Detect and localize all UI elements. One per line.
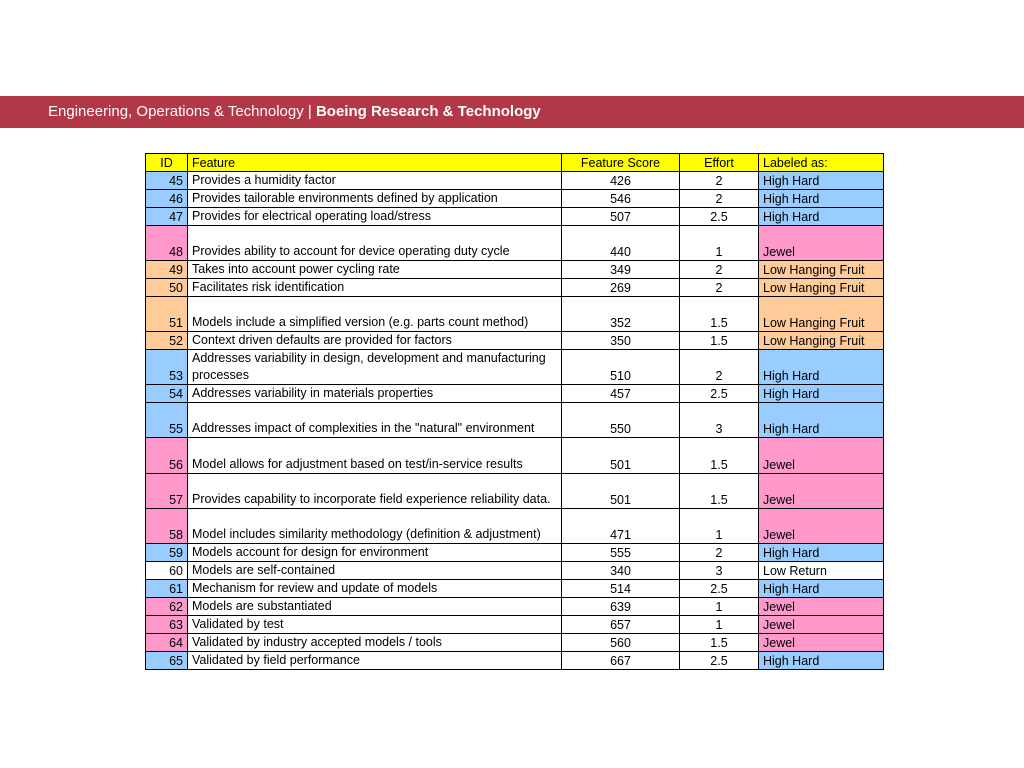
row-feature-score: 546 bbox=[562, 189, 680, 207]
table-row bbox=[146, 296, 884, 331]
row-effort: 2 bbox=[680, 349, 759, 384]
feature-table bbox=[145, 153, 884, 670]
row-effort: 1 bbox=[680, 615, 759, 633]
row-feature-score: 349 bbox=[562, 260, 680, 278]
row-id: 62 bbox=[146, 597, 188, 615]
row-effort: 1.5 bbox=[680, 438, 759, 473]
row-id: 59 bbox=[146, 543, 188, 561]
row-effort: 3 bbox=[680, 561, 759, 579]
row-feature-score: 269 bbox=[562, 278, 680, 296]
row-feature: Models are substantiated bbox=[188, 597, 562, 615]
table-row bbox=[146, 651, 884, 669]
row-effort: 1 bbox=[680, 508, 759, 543]
row-id: 47 bbox=[146, 207, 188, 225]
row-effort: 2 bbox=[680, 278, 759, 296]
table-row bbox=[146, 615, 884, 633]
row-feature: Addresses impact of complexities in the "natural" environment bbox=[188, 403, 562, 438]
row-label: High Hard bbox=[759, 207, 884, 225]
header-id: ID bbox=[146, 154, 188, 172]
header-feature: Feature bbox=[188, 154, 562, 172]
row-feature: Model includes similarity methodology (definition & adjustment) bbox=[188, 508, 562, 543]
table-row bbox=[146, 207, 884, 225]
header-effort: Effort bbox=[680, 154, 759, 172]
table-row bbox=[146, 349, 884, 384]
header-feature-score: Feature Score bbox=[562, 154, 680, 172]
row-effort: 1.5 bbox=[680, 473, 759, 508]
row-label: Low Hanging Fruit bbox=[759, 278, 884, 296]
row-feature: Validated by industry accepted models / tools bbox=[188, 633, 562, 651]
row-effort: 2 bbox=[680, 543, 759, 561]
row-feature: Provides ability to account for device operating duty cycle bbox=[188, 225, 562, 260]
row-label: Low Return bbox=[759, 561, 884, 579]
row-feature-score: 657 bbox=[562, 615, 680, 633]
row-feature-score: 560 bbox=[562, 633, 680, 651]
row-feature-score: 440 bbox=[562, 225, 680, 260]
table-row bbox=[146, 260, 884, 278]
row-feature-score: 501 bbox=[562, 438, 680, 473]
row-feature-score: 352 bbox=[562, 296, 680, 331]
row-id: 58 bbox=[146, 508, 188, 543]
row-feature: Addresses variability in materials properties bbox=[188, 385, 562, 403]
row-label: High Hard bbox=[759, 543, 884, 561]
table-header-row bbox=[146, 154, 884, 172]
table-row bbox=[146, 189, 884, 207]
row-label: High Hard bbox=[759, 403, 884, 438]
row-effort: 1.5 bbox=[680, 331, 759, 349]
row-feature-score: 426 bbox=[562, 171, 680, 189]
row-feature-score: 507 bbox=[562, 207, 680, 225]
row-feature-score: 350 bbox=[562, 331, 680, 349]
row-id: 55 bbox=[146, 403, 188, 438]
table-row bbox=[146, 508, 884, 543]
row-id: 52 bbox=[146, 331, 188, 349]
table-row bbox=[146, 543, 884, 561]
row-id: 56 bbox=[146, 438, 188, 473]
row-effort: 3 bbox=[680, 403, 759, 438]
row-id: 63 bbox=[146, 615, 188, 633]
row-label: Low Hanging Fruit bbox=[759, 260, 884, 278]
table-row bbox=[146, 403, 884, 438]
table-row bbox=[146, 385, 884, 403]
row-label: Jewel bbox=[759, 597, 884, 615]
row-effort: 1.5 bbox=[680, 296, 759, 331]
row-label: Jewel bbox=[759, 225, 884, 260]
row-effort: 2.5 bbox=[680, 579, 759, 597]
row-feature: Model allows for adjustment based on test/in-service results bbox=[188, 438, 562, 473]
row-feature: Validated by field performance bbox=[188, 651, 562, 669]
row-label: Low Hanging Fruit bbox=[759, 331, 884, 349]
row-id: 46 bbox=[146, 189, 188, 207]
row-id: 48 bbox=[146, 225, 188, 260]
row-feature-score: 639 bbox=[562, 597, 680, 615]
row-feature: Provides capability to incorporate field experience reliability data. bbox=[188, 473, 562, 508]
row-id: 49 bbox=[146, 260, 188, 278]
row-id: 57 bbox=[146, 473, 188, 508]
row-feature-score: 514 bbox=[562, 579, 680, 597]
banner-org-text: Engineering, Operations & Technology | bbox=[48, 103, 316, 120]
row-label: High Hard bbox=[759, 651, 884, 669]
row-feature: Provides a humidity factor bbox=[188, 171, 562, 189]
row-label: High Hard bbox=[759, 171, 884, 189]
table-row bbox=[146, 633, 884, 651]
header-banner bbox=[0, 96, 1024, 128]
row-effort: 2 bbox=[680, 171, 759, 189]
row-id: 50 bbox=[146, 278, 188, 296]
row-feature: Context driven defaults are provided for factors bbox=[188, 331, 562, 349]
row-feature: Takes into account power cycling rate bbox=[188, 260, 562, 278]
row-label: Jewel bbox=[759, 473, 884, 508]
row-feature-score: 667 bbox=[562, 651, 680, 669]
row-label: Jewel bbox=[759, 508, 884, 543]
header-labeled-as: Labeled as: bbox=[759, 154, 884, 172]
row-feature-score: 555 bbox=[562, 543, 680, 561]
row-id: 54 bbox=[146, 385, 188, 403]
row-effort: 2.5 bbox=[680, 207, 759, 225]
row-feature-score: 510 bbox=[562, 349, 680, 384]
row-effort: 2.5 bbox=[680, 385, 759, 403]
row-id: 65 bbox=[146, 651, 188, 669]
row-label: Jewel bbox=[759, 615, 884, 633]
row-feature-score: 457 bbox=[562, 385, 680, 403]
row-feature-score: 471 bbox=[562, 508, 680, 543]
row-feature: Models account for design for environment bbox=[188, 543, 562, 561]
row-feature: Models are self-contained bbox=[188, 561, 562, 579]
table-row bbox=[146, 597, 884, 615]
table-row bbox=[146, 561, 884, 579]
row-label: High Hard bbox=[759, 189, 884, 207]
row-label: High Hard bbox=[759, 349, 884, 384]
row-effort: 1 bbox=[680, 597, 759, 615]
row-label: High Hard bbox=[759, 385, 884, 403]
table-row bbox=[146, 473, 884, 508]
row-feature-score: 340 bbox=[562, 561, 680, 579]
row-id: 64 bbox=[146, 633, 188, 651]
row-feature: Provides tailorable environments defined by application bbox=[188, 189, 562, 207]
row-feature: Mechanism for review and update of models bbox=[188, 579, 562, 597]
row-label: High Hard bbox=[759, 579, 884, 597]
table-row bbox=[146, 579, 884, 597]
table-row bbox=[146, 171, 884, 189]
row-effort: 2 bbox=[680, 189, 759, 207]
table-row bbox=[146, 278, 884, 296]
table-row bbox=[146, 438, 884, 473]
row-feature-score: 501 bbox=[562, 473, 680, 508]
row-effort: 2 bbox=[680, 260, 759, 278]
row-effort: 1.5 bbox=[680, 633, 759, 651]
row-id: 53 bbox=[146, 349, 188, 384]
row-id: 51 bbox=[146, 296, 188, 331]
row-feature: Facilitates risk identification bbox=[188, 278, 562, 296]
row-feature: Models include a simplified version (e.g. parts count method) bbox=[188, 296, 562, 331]
row-label: Jewel bbox=[759, 438, 884, 473]
row-id: 45 bbox=[146, 171, 188, 189]
row-effort: 1 bbox=[680, 225, 759, 260]
row-label: Low Hanging Fruit bbox=[759, 296, 884, 331]
table-row bbox=[146, 331, 884, 349]
row-feature: Provides for electrical operating load/stress bbox=[188, 207, 562, 225]
row-label: Jewel bbox=[759, 633, 884, 651]
banner-division-text: Boeing Research & Technology bbox=[315, 103, 541, 120]
row-effort: 2.5 bbox=[680, 651, 759, 669]
row-id: 61 bbox=[146, 579, 188, 597]
row-feature: Addresses variability in design, development and manufacturing processes bbox=[188, 349, 562, 384]
row-feature: Validated by test bbox=[188, 615, 562, 633]
table-row bbox=[146, 225, 884, 260]
row-feature-score: 550 bbox=[562, 403, 680, 438]
row-id: 60 bbox=[146, 561, 188, 579]
